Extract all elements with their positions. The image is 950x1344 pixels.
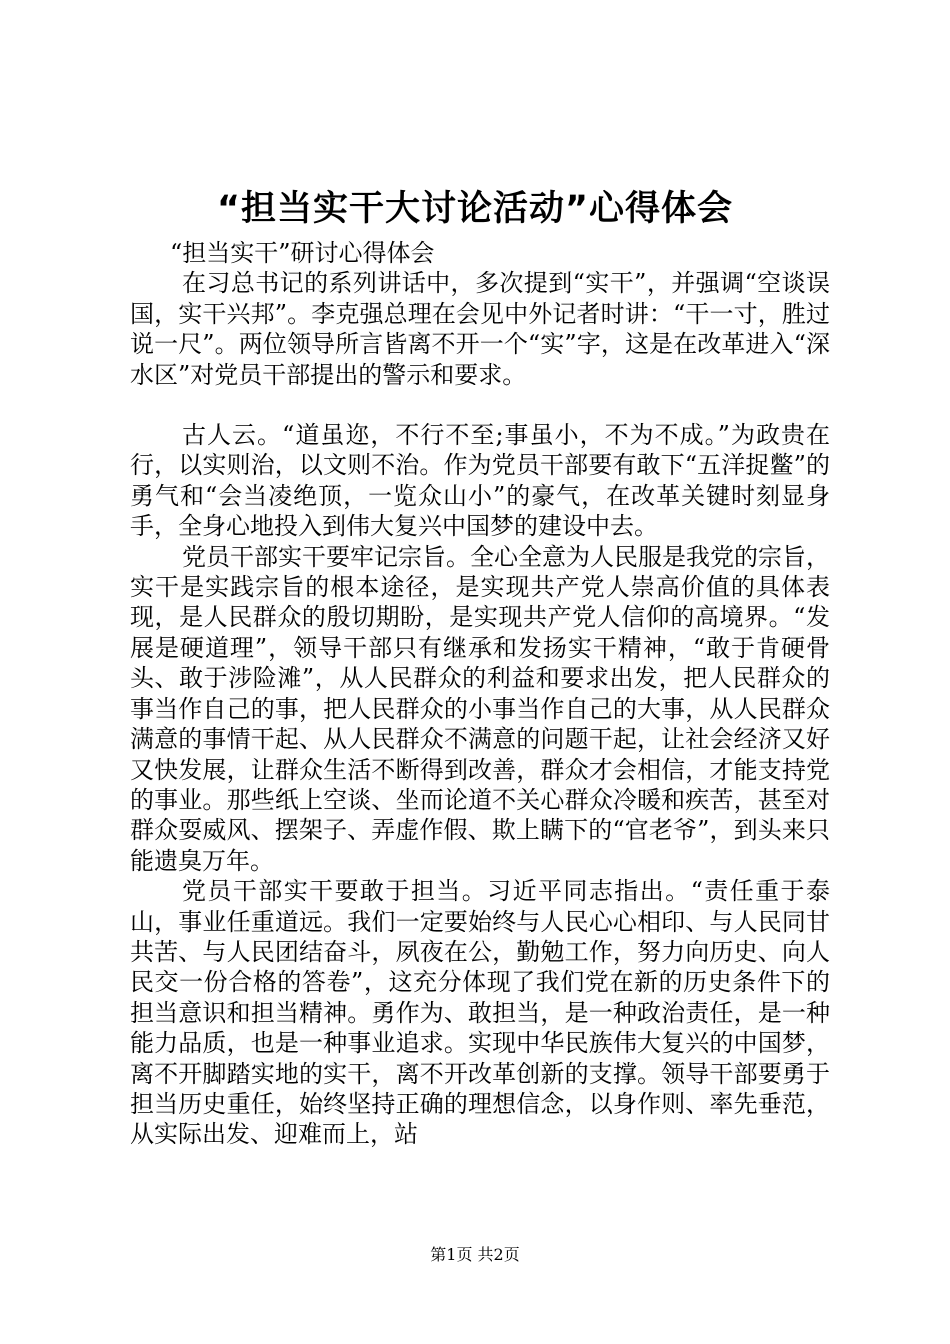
paragraph-3: 党员干部实干要牢记宗旨。全心全意为人民服是我党的宗旨，实干是实践宗旨的根本途径，是实现共产党人崇高价值的具体表现，是人民群众的殷切期盼，是实现共产党人信仰的高境界。“发展是硬道理”，领导干部只有继承和发扬实干精神，“敢于肯硬骨头、敢于涉险滩”，从人民群众的利益和要求出发，把人民群众的事当作自己的事，把人民群众的小事当作自己的大事，从人民群众满意的事情干起、从人民群众不满意的问题干起，让社会经济又好又快发展，让群众生活不断得到改善，群众才会相信，才能支持党的事业。那些纸上空谈、坐而论道不关心群众冷暖和疾苦，甚至对群众耍威风、摆架子、弄虚作假、欺上瞒下的“官老爷”，到头来只能遗臭万年。 xyxy=(130,542,830,875)
paragraph-4: 党员干部实干要敢于担当。习近平同志指出。“责任重于泰山，事业任重道远。我们一定要始终与人民心心相印、与人民同甘共苦、与人民团结奋斗，夙夜在公，勤勉工作，努力向历史、向人民交一份合格的答卷”，这充分体现了我们党在新的历史条件下的担当意识和担当精神。勇作为、敢担当，是一种政治责任，是一种能力品质，也是一种事业追求。实现中华民族伟大复兴的中国梦，离不开脚踏实地的实干，离不开改革创新的支撑。领导干部要勇于担当历史重任，始终坚持正确的理想信念，以身作则、率先垂范，从实际出发、迎难而上，站 xyxy=(130,877,830,1149)
paragraph-2: 古人云。“道虽迩，不行不至;事虽小，不为不成。”为政贵在行，以实则治，以文则不治。作为党员干部要有敢下“五洋捉鳖”的勇气和“会当凌绝顶，一览众山小”的豪气，在改革关键时刻显身手，全身心地投入到伟大复兴中国梦的建设中去。 xyxy=(130,421,830,541)
page-number-footer: 第1页 共2页 xyxy=(430,1245,520,1264)
paragraph-1: 在习总书记的系列讲话中，多次提到“实干”，并强调“空谈误国，实干兴邦”。李克强总理在会见中外记者时讲：“干一寸，胜过说一尺”。两位领导所言皆离不开一个“实”字，这是在改革进入“深水区”对党员干部提出的警示和要求。 xyxy=(130,269,830,389)
paragraph-gap xyxy=(130,390,830,420)
document-title: “担当实干大讨论活动”心得体会 xyxy=(216,189,733,229)
document-body xyxy=(130,238,830,1150)
document-subtitle: “担当实干”研讨心得体会 xyxy=(170,239,435,267)
